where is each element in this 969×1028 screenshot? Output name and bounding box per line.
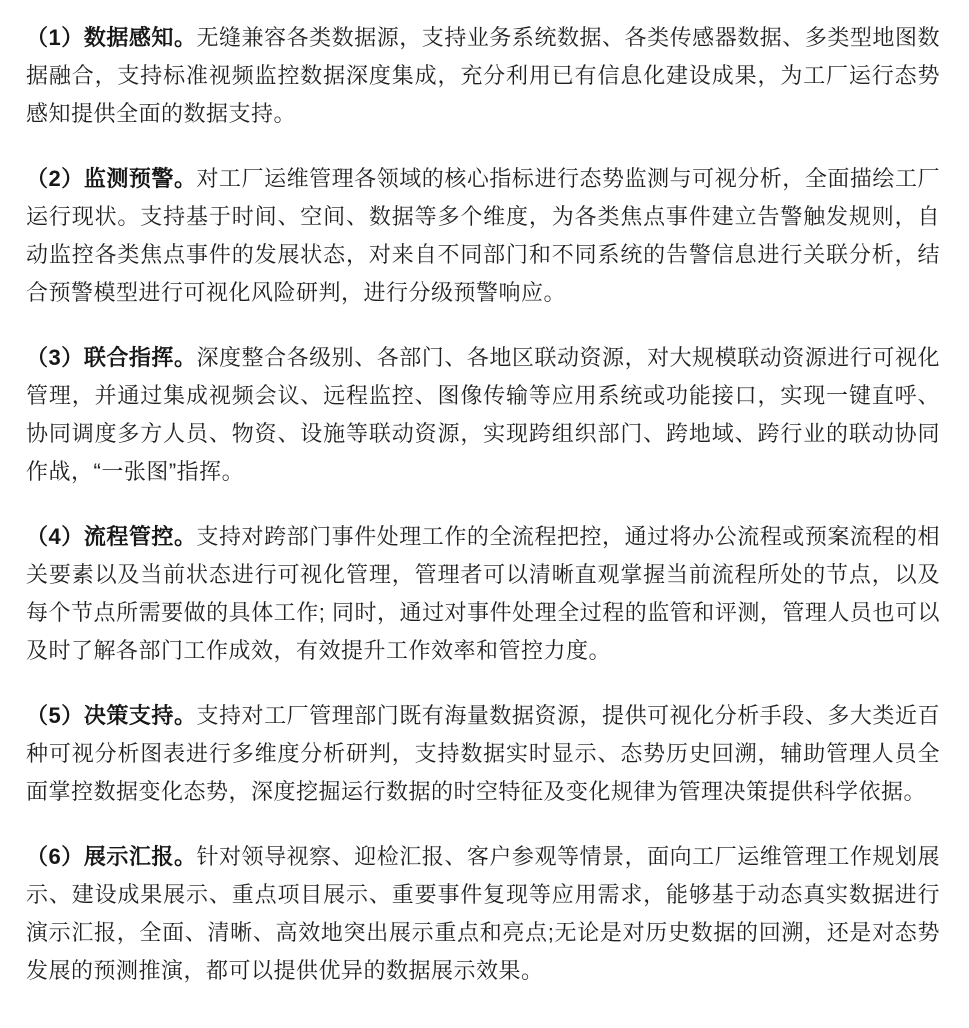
paragraph-joint-command xyxy=(26,339,940,491)
paragraph-heading: （4）流程管控。 xyxy=(26,524,197,549)
paragraph-heading: （6）展示汇报。 xyxy=(26,844,197,869)
paragraph-heading: （2）监测预警。 xyxy=(26,166,197,191)
paragraph-presentation-report xyxy=(26,838,940,990)
paragraph-heading: （1）数据感知。 xyxy=(26,25,197,50)
paragraph-text: 支持对跨部门事件处理工作的全流程把控，通过将办公流程或预案流程的相关要素以及当前状态进行可视化管理，管理者可以清晰直观掌握当前流程所处的节点，以及每个节点所需要做的具体工作; 同时，通过对事件处理全过程的监管和评测，管理人员也可以及时了解各部门工作成效，有效提升工作效率和管控力度。 xyxy=(26,524,940,663)
paragraph-monitoring-warning xyxy=(26,160,940,312)
paragraph-heading: （3）联合指挥。 xyxy=(26,345,197,370)
paragraph-process-control xyxy=(26,518,940,670)
paragraph-data-perception xyxy=(26,19,940,133)
paragraph-text: 支持对工厂管理部门既有海量数据资源，提供可视化分析手段、多大类近百种可视分析图表进行多维度分析研判，支持数据实时显示、态势历史回溯，辅助管理人员全面掌控数据变化态势，深度挖掘运行数据的时空特征及变化规律为管理决策提供科学依据。 xyxy=(26,703,940,804)
paragraph-text: 针对领导视察、迎检汇报、客户参观等情景，面向工厂运维管理工作规划展示、建设成果展示、重点项目展示、重要事件复现等应用需求，能够基于动态真实数据进行演示汇报，全面、清晰、高效地突出展示重点和亮点;无论是对历史数据的回溯，还是对态势发展的预测推演，都可以提供优异的数据展示效果。 xyxy=(26,844,940,983)
paragraph-text: 对工厂运维管理各领域的核心指标进行态势监测与可视分析，全面描绘工厂运行现状。支持基于时间、空间、数据等多个维度，为各类焦点事件建立告警触发规则，自动监控各类焦点事件的发展状态，对来自不同部门和不同系统的告警信息进行关联分析，结合预警模型进行可视化风险研判，进行分级预警响应。 xyxy=(26,166,940,305)
paragraph-text: 无缝兼容各类数据源，支持业务系统数据、各类传感器数据、多类型地图数据融合，支持标准视频监控数据深度集成，充分利用已有信息化建设成果，为工厂运行态势感知提供全面的数据支持。 xyxy=(26,25,940,126)
paragraph-text: 深度整合各级别、各部门、各地区联动资源，对大规模联动资源进行可视化管理，并通过集成视频会议、远程监控、图像传输等应用系统或功能接口，实现一键直呼、协同调度多方人员、物资、设施等联动资源，实现跨组织部门、跨地域、跨行业的联动协同作战，“一张图”指挥。 xyxy=(26,345,940,484)
paragraph-decision-support xyxy=(26,697,940,811)
paragraph-heading: （5）决策支持。 xyxy=(26,703,197,728)
